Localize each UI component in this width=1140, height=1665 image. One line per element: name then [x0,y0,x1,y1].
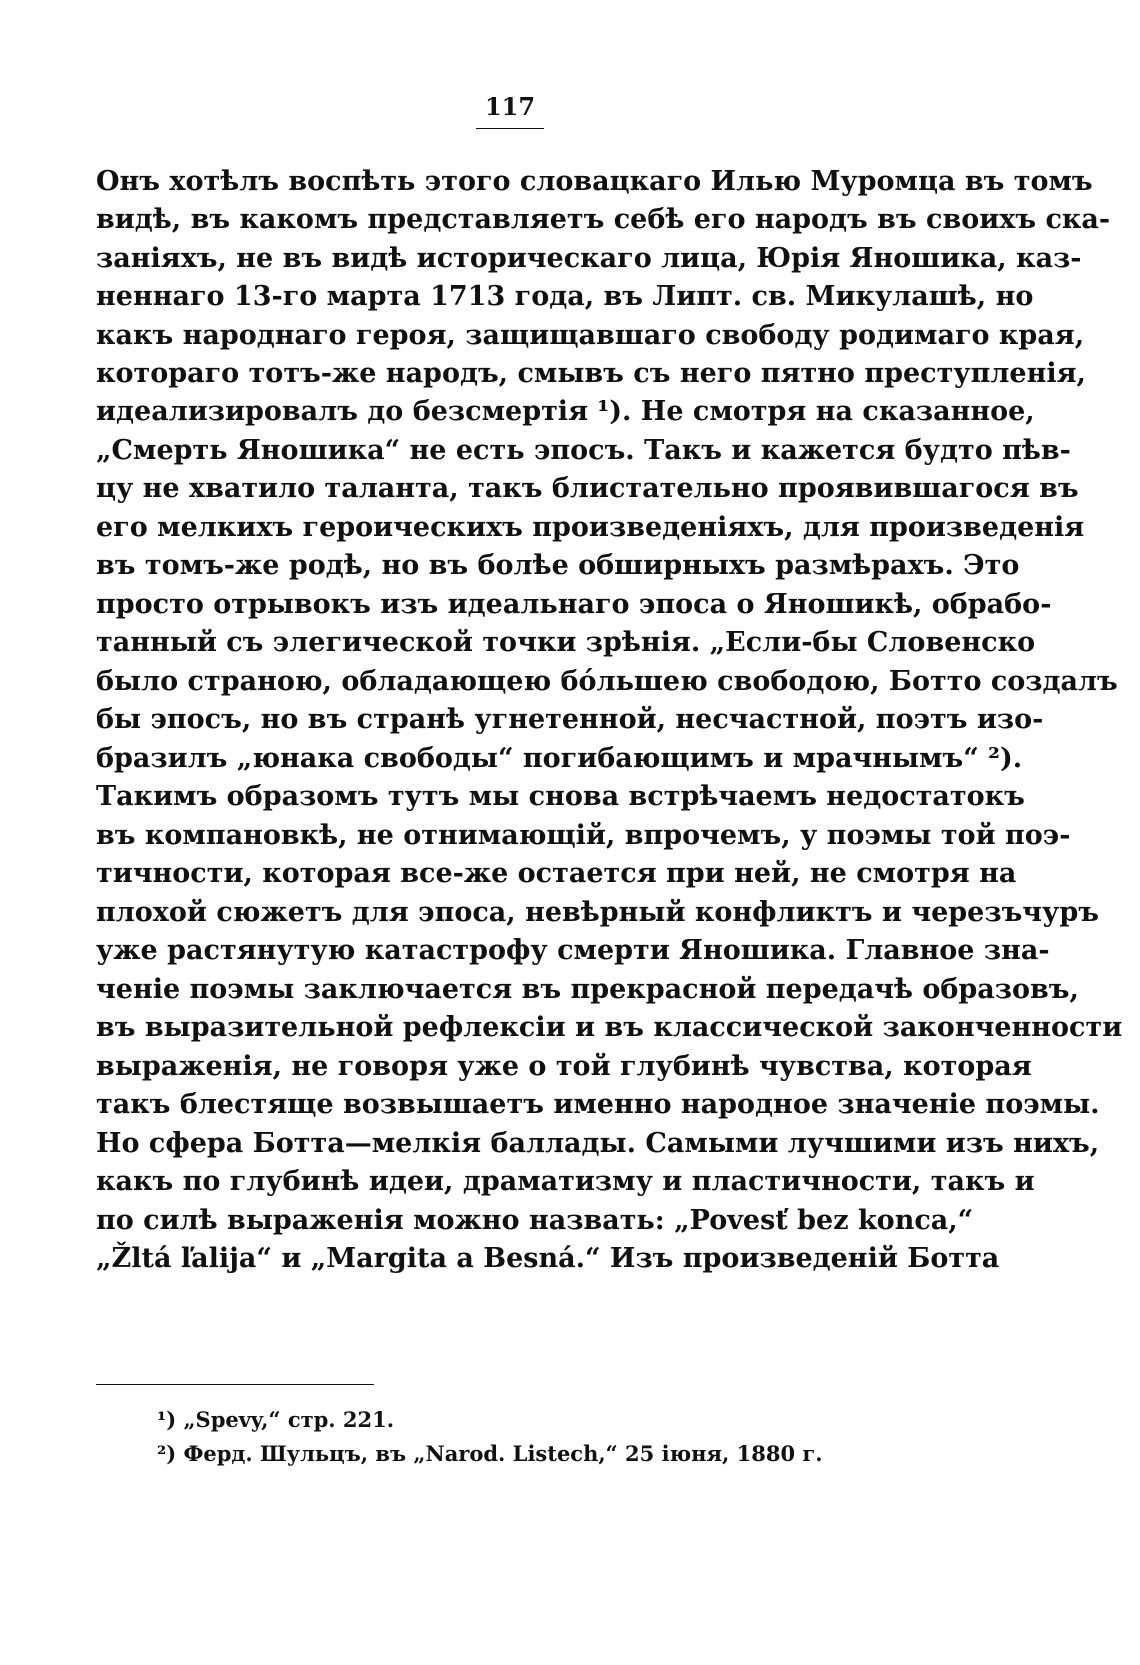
text-line: цу не хватило таланта, такъ блистательно проявившагося въ [96,473,1079,504]
text-line: въ выразительной рефлексіи и въ классической законченности [96,1012,1123,1043]
text-line: „Žltá ľalija“ и „Margita a Besná.“ Изъ произведеній Ботта [96,1243,1000,1274]
text-line: по силѣ выраженія можно назвать: „Povesť bez konca,“ [96,1205,974,1236]
text-line: такъ блестяще возвышаетъ именно народное значеніе поэмы. [96,1089,1100,1120]
text-line: его мелкихъ героическихъ произведеніяхъ, для произведенія [96,512,1085,543]
text-line: въ компановкѣ, не отнимающій, впрочемъ, у поэмы той поэ- [96,820,1071,851]
text-line: Такимъ образомъ тутъ мы снова встрѣчаемъ недостатокъ [96,781,1025,812]
text-line: танный съ элегической точки зрѣнія. „Если-бы Словенско [96,627,1036,658]
text-line: ченіе поэмы заключается въ прекрасной передачѣ образовъ, [96,974,1079,1005]
text-line: Но сфера Ботта—мелкія баллады. Самыми лучшими изъ нихъ, [96,1128,1100,1159]
text-line: бы эпосъ, но въ странѣ угнетенной, несчастной, поэтъ изо- [96,704,1044,735]
text-line: бразилъ „юнака свободы“ погибающимъ и мрачнымъ“ ²). [96,743,1023,774]
text-line: плохой сюжетъ для эпоса, невѣрный конфликтъ и черезъчуръ [96,897,1099,928]
text-line: уже растянутую катастрофу смерти Яношика. Главное зна- [96,935,1050,966]
text-line: видѣ, въ какомъ представляетъ себѣ его народъ въ своихъ ска- [96,204,1111,235]
text-line: „Смерть Яношика“ не есть эпосъ. Такъ и кажется будто пѣв- [96,435,1071,466]
footnote-1: ¹) „Spevy,“ стр. 221. [157,1407,395,1432]
text-line: выраженія, не говоря уже о той глубинѣ чувства, которая [96,1051,1032,1082]
text-line: Онъ хотѣлъ воспѣть этого словацкаго Илью Муромца въ томъ [96,166,1093,197]
text-line: просто отрывокъ изъ идеальнаго эпоса о Яношикѣ, обрабо- [96,589,1052,620]
text-line: заніяхъ, не въ видѣ историческаго лица, Юрія Яношика, каз- [96,243,1082,274]
text-line: котораго тотъ-же народъ, смывъ съ него пятно преступленія, [96,358,1086,389]
text-line: было страною, обладающею бо́льшею свободою, Ботто создалъ [96,666,1118,697]
text-line: тичности, которая все-же остается при ней, не смотря на [96,858,1017,889]
text-line: какъ народнаго героя, защищавшаго свободу родимаго края, [96,320,1085,351]
footnote-rule [96,1384,374,1385]
footnote-2: ²) Ферд. Шульцъ, въ „Narod. Listech,“ 25 іюня, 1880 г. [157,1441,823,1466]
text-line: въ томъ-же родѣ, но въ болѣе обширныхъ размѣрахъ. Это [96,550,1020,581]
text-line: идеализировалъ до безсмертія ¹). Не смотря на сказанное, [96,396,1035,427]
text-line: неннаго 13-го марта 1713 года, въ Липт. св. Микулашѣ, но [96,281,1034,312]
page-number-rule [476,128,544,129]
text-line: какъ по глубинѣ идеи, драматизму и пластичности, такъ и [96,1166,1035,1197]
page-number: 117 [484,92,536,121]
